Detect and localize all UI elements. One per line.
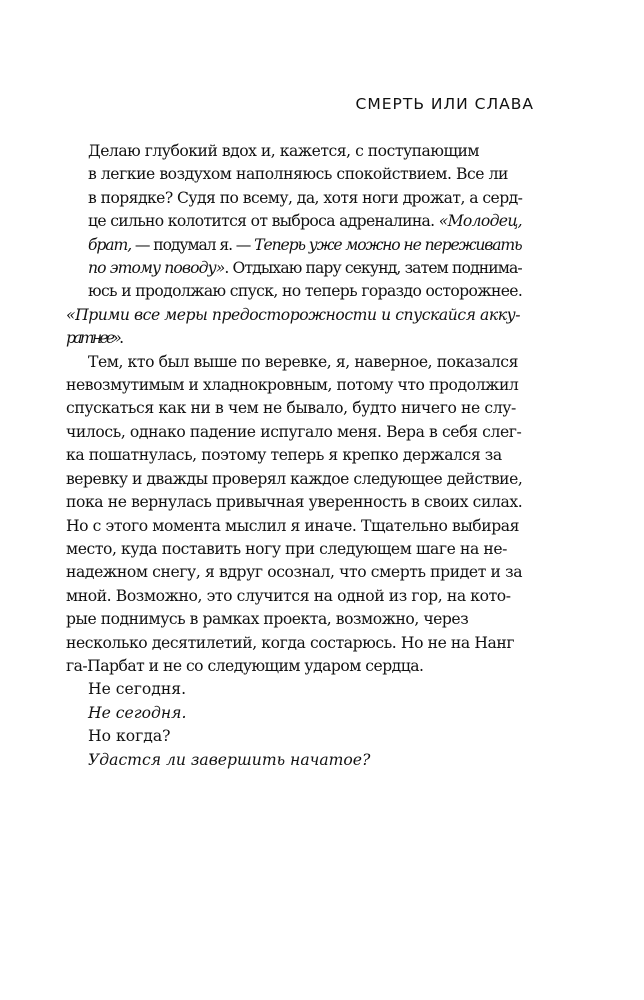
text-line [44,304,544,327]
paragraph-2 [66,351,544,679]
text-line [66,280,544,303]
text-line [66,140,544,163]
text-line: веревку и дважды проверял каждое следующее действие, [66,469,523,488]
italic-span: ратнее» [66,329,120,348]
italic-span: «Прими все меры предосторожности и спускайся акку- [66,305,521,324]
text-line: место, куда поставить ногу при следующем шаге на не- [66,539,508,558]
text-line: Но с этого момента мыслил я иначе. Тщательно выбирая [66,516,520,535]
text-line: рые поднимусь в рамках проекта, возможно, через [66,610,469,629]
closing-line: Но когда? [88,727,171,746]
text-line: га-Парбат и не со следующим ударом сердца. [66,656,424,675]
italic-span: «Молодец, [438,212,522,231]
text-line [66,187,544,210]
text-span: . Отдыхаю пару секунд, затем поднима- [224,259,522,278]
text-line: Тем, кто был выше по веревке, я, наверное, показался [88,352,519,371]
text-span: в порядке? Судя по всему, да, хотя ноги дрожат, а серд- [88,188,523,207]
text-span: це сильно колотится от выброса адреналина. [88,212,439,231]
closing-line-italic: Не сегодня. [88,703,187,722]
text-line: пока не вернулась привычная уверенность в своих силах. [66,493,523,512]
italic-span: по этому поводу» [88,259,225,278]
paragraph-1 [66,140,544,351]
text-line: мной. Возможно, это случится на одной из гор, на кото- [66,586,511,605]
text-line [66,234,544,257]
text-span: — подумал я. — [134,235,255,254]
text-line [66,210,544,233]
text-line [66,163,544,186]
running-head: СМЕРТЬ ИЛИ СЛАВА [355,95,534,113]
text-line: невозмутимым и хладнокровным, потому что продолжил [66,376,519,395]
closing-line: Не сегодня. [88,680,187,699]
italic-span: брат, [88,235,135,254]
closing-line-italic: Удастся ли завершить начатое? [88,750,371,769]
text-span: Делаю глубокий вдох и, кажется, с поступающим [88,142,480,160]
italic-span: Теперь уже можно не переживать [254,235,522,254]
text-span: . [119,329,122,348]
text-line [44,327,544,350]
text-line [66,257,544,280]
text-span: юсь и продолжаю спуск, но теперь гораздо осторожнее. [88,282,523,301]
text-line: спускаться как ни в чем не бывало, будто ничего не слу- [66,399,516,418]
text-line: надежном снегу, я вдруг осознал, что смерть придет и за [66,563,523,582]
text-line: чилось, однако падение испугало меня. Вера в себя слег- [66,422,522,441]
text-line: несколько десятилетий, когда состарюсь. Но не на Нанг [66,633,515,652]
body-text [66,140,544,772]
text-span: в легкие воздухом наполняюсь спокойствием. Все ли [88,165,508,184]
text-line: ка пошатнулась, поэтому теперь я крепко держался за [66,446,502,465]
